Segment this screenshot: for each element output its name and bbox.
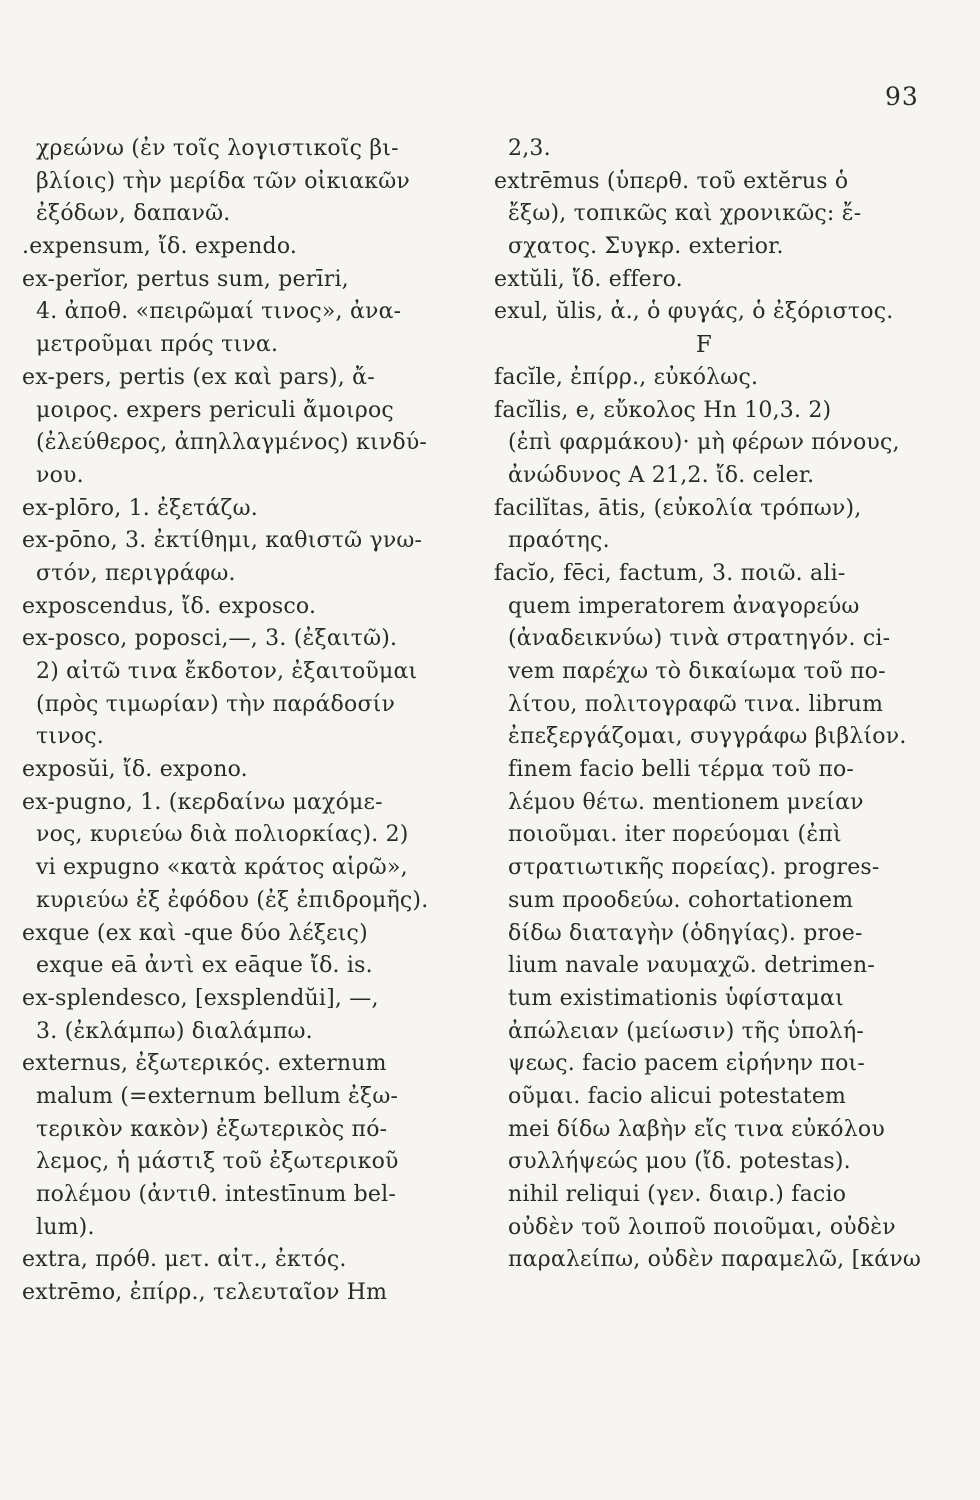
dictionary-line: οῦμαι. facio alicui potestatem — [508, 1083, 847, 1109]
dictionary-line: 2,3. — [508, 136, 551, 161]
dictionary-line: facĭo, fēci, factum, 3. ποιῶ. ali- — [494, 560, 846, 586]
dictionary-line: πολέμου (ἀντιθ. intestīnum bel- — [36, 1182, 396, 1207]
dictionary-line: λέμου θέτω. mentionem μνείαν — [508, 789, 864, 815]
dictionary-line: ex-plōro, 1. ἐξετάζω. — [22, 495, 258, 521]
page-number: 93 — [885, 82, 919, 111]
section-letter-heading: F — [695, 332, 713, 359]
dictionary-line: ex-posco, poposci,—, 3. (ἐξαιτῶ). — [22, 626, 398, 652]
dictionary-line: mei δίδω λαβὴν εἴς τινα εὐκόλου — [508, 1116, 885, 1142]
dictionary-line: finem facio belli τέρμα τοῦ πο- — [508, 757, 855, 783]
dictionary-line: ex-pers, pertis (ex καὶ pars), ἄ- — [22, 364, 375, 390]
dictionary-line: externus, ἐξωτερικός. externum — [22, 1051, 387, 1077]
dictionary-line: nihil reliqui (γεν. διαιρ.) facio — [508, 1182, 847, 1207]
dictionary-line: μετροῦμαι πρός τινα. — [36, 332, 279, 358]
dictionary-line: ex-perĭor, pertus sum, perīri, — [22, 266, 349, 292]
dictionary-line: exque (ex καὶ -que δύο λέξεις) — [22, 920, 368, 946]
dictionary-line: ἔξω), τοπικῶς καὶ χρονικῶς: ἔ- — [508, 201, 862, 227]
dictionary-line: νος, κυριεύω διὰ πολιορκίας). 2) — [36, 822, 409, 848]
dictionary-line: ψεως. facio pacem εἰρήνην ποι- — [508, 1051, 865, 1077]
dictionary-line: ἐξόδων, δαπανῶ. — [36, 201, 231, 227]
dictionary-line: extrēmo, ἐπίρρ., τελευταῖον Hm — [22, 1280, 388, 1306]
dictionary-line: vem παρέχω τὸ δικαίωμα τοῦ πο- — [508, 659, 886, 684]
dictionary-line: στρατιωτικῆς πορείας). progres- — [508, 855, 880, 881]
dictionary-line: .expensum, ἴδ. expendo. — [22, 234, 298, 260]
dictionary-line: λεμος, ἡ μάστιξ τοῦ ἐξωτερικοῦ — [36, 1149, 399, 1175]
dictionary-line: extrēmus (ὑπερθ. τοῦ extĕrus ὁ — [494, 168, 849, 194]
dictionary-line: lum). — [36, 1214, 95, 1240]
dictionary-line: extŭli, ἴδ. effero. — [494, 266, 683, 292]
dictionary-line: exque eā ἀντὶ ex eāque ἴδ. is. — [36, 953, 373, 979]
dictionary-line: 2) αἰτῶ τινα ἔκδοτον, ἐξαιτοῦμαι — [36, 659, 418, 684]
dictionary-line: (ἐλεύθερος, ἀπηλλαγμένος) κινδύ- — [36, 430, 428, 456]
dictionary-line: (ἀναδεικνύω) τινὰ στρατηγόν. ci- — [508, 626, 891, 652]
dictionary-line: (πρὸς τιμωρίαν) τὴν παράδοσίν — [36, 691, 396, 717]
dictionary-line: νου. — [36, 462, 84, 488]
dictionary-line: κυριεύω ἐξ ἐφόδου (ἐξ ἐπιδρομῆς). — [36, 887, 429, 913]
dictionary-line: facĭlis, e, εὔκολος Hn 10,3. 2) — [494, 397, 832, 423]
dictionary-line: συλλήψεώς μου (ἴδ. potestas). — [508, 1149, 851, 1175]
left-column — [22, 133, 462, 1310]
dictionary-line: χρεώνω (ἐν τοῖς λογιστικοῖς βι- — [36, 136, 399, 161]
dictionary-line: extra, πρόθ. μετ. αἰτ., ἐκτός. — [22, 1247, 347, 1273]
dictionary-line: tum existimationis ὑφίσταμαι — [508, 985, 844, 1011]
right-column — [494, 133, 944, 1277]
dictionary-line: σχατος. Συγκρ. exterior. — [508, 234, 784, 260]
dictionary-line: ἀπώλειαν (μείωσιν) τῆς ὑπολή- — [508, 1018, 864, 1044]
dictionary-line: sum προοδεύω. cohortationem — [508, 887, 854, 913]
dictionary-line: 3. (ἐκλάμπω) διαλάμπω. — [36, 1018, 313, 1044]
dictionary-line: vi expugno «κατὰ κράτος αἱρῶ», — [36, 855, 408, 881]
dictionary-line: στόν, περιγράφω. — [36, 560, 236, 586]
dictionary-line: 4. ἀποθ. «πειρῶμαί τινος», ἀνα- — [36, 299, 402, 325]
dictionary-line: πραότης. — [508, 528, 610, 554]
dictionary-line: οὐδὲν τοῦ λοιποῦ ποιοῦμαι, οὐδὲν — [508, 1214, 896, 1240]
dictionary-line: exposcendus, ἴδ. exposco. — [22, 593, 317, 619]
dictionary-line: ἐπεξεργάζομαι, συγγράφω βιβλίον. — [508, 724, 907, 750]
dictionary-line: exul, ŭlis, ἀ., ὁ φυγάς, ὁ ἐξόριστος. — [494, 299, 894, 325]
dictionary-line: ex-splendesco, [exsplendŭi], —, — [22, 985, 379, 1011]
dictionary-line: ἀνώδυνος A 21,2. ἴδ. celer. — [508, 462, 815, 488]
dictionary-line: βλίοις) τὴν μερίδα τῶν οἰκιακῶν — [36, 168, 410, 194]
dictionary-line: malum (=externum bellum ἐξω- — [36, 1083, 399, 1109]
dictionary-line: facilĭtas, ātis, (εὐκολία τρόπων), — [494, 495, 862, 521]
dictionary-line: facĭle, ἐπίρρ., εὐκόλως. — [494, 364, 759, 390]
dictionary-line: exposŭi, ἴδ. expono. — [22, 757, 248, 783]
dictionary-line: δίδω διαταγὴν (ὁδηγίας). proe- — [508, 920, 863, 946]
dictionary-line: quem imperatorem ἀναγορεύω — [508, 593, 860, 619]
dictionary-line: ex-pōno, 3. ἐκτίθημι, καθιστῶ γνω- — [22, 528, 423, 554]
dictionary-line: ποιοῦμαι. iter πορεύομαι (ἐπὶ — [508, 822, 842, 848]
dictionary-line: lium navale ναυμαχῶ. detrimen- — [508, 953, 875, 979]
dictionary-line: τινος. — [36, 724, 104, 750]
dictionary-line: τερικὸν κακὸν) ἐξωτερικὸς πό- — [36, 1116, 388, 1142]
dictionary-line: (ἐπὶ φαρμάκου)· μὴ φέρων πόνους, — [508, 430, 900, 456]
dictionary-line: παραλείπω, οὐδὲν παραμελῶ, [κάνω — [508, 1247, 922, 1273]
dictionary-line: ex-pugno, 1. (κερδαίνω μαχόμε- — [22, 789, 383, 815]
dictionary-line: μοιρος. expers periculi ἄμοιρος — [36, 397, 394, 423]
dictionary-line: λίτου, πολιτογραφῶ τινα. librum — [508, 691, 884, 717]
